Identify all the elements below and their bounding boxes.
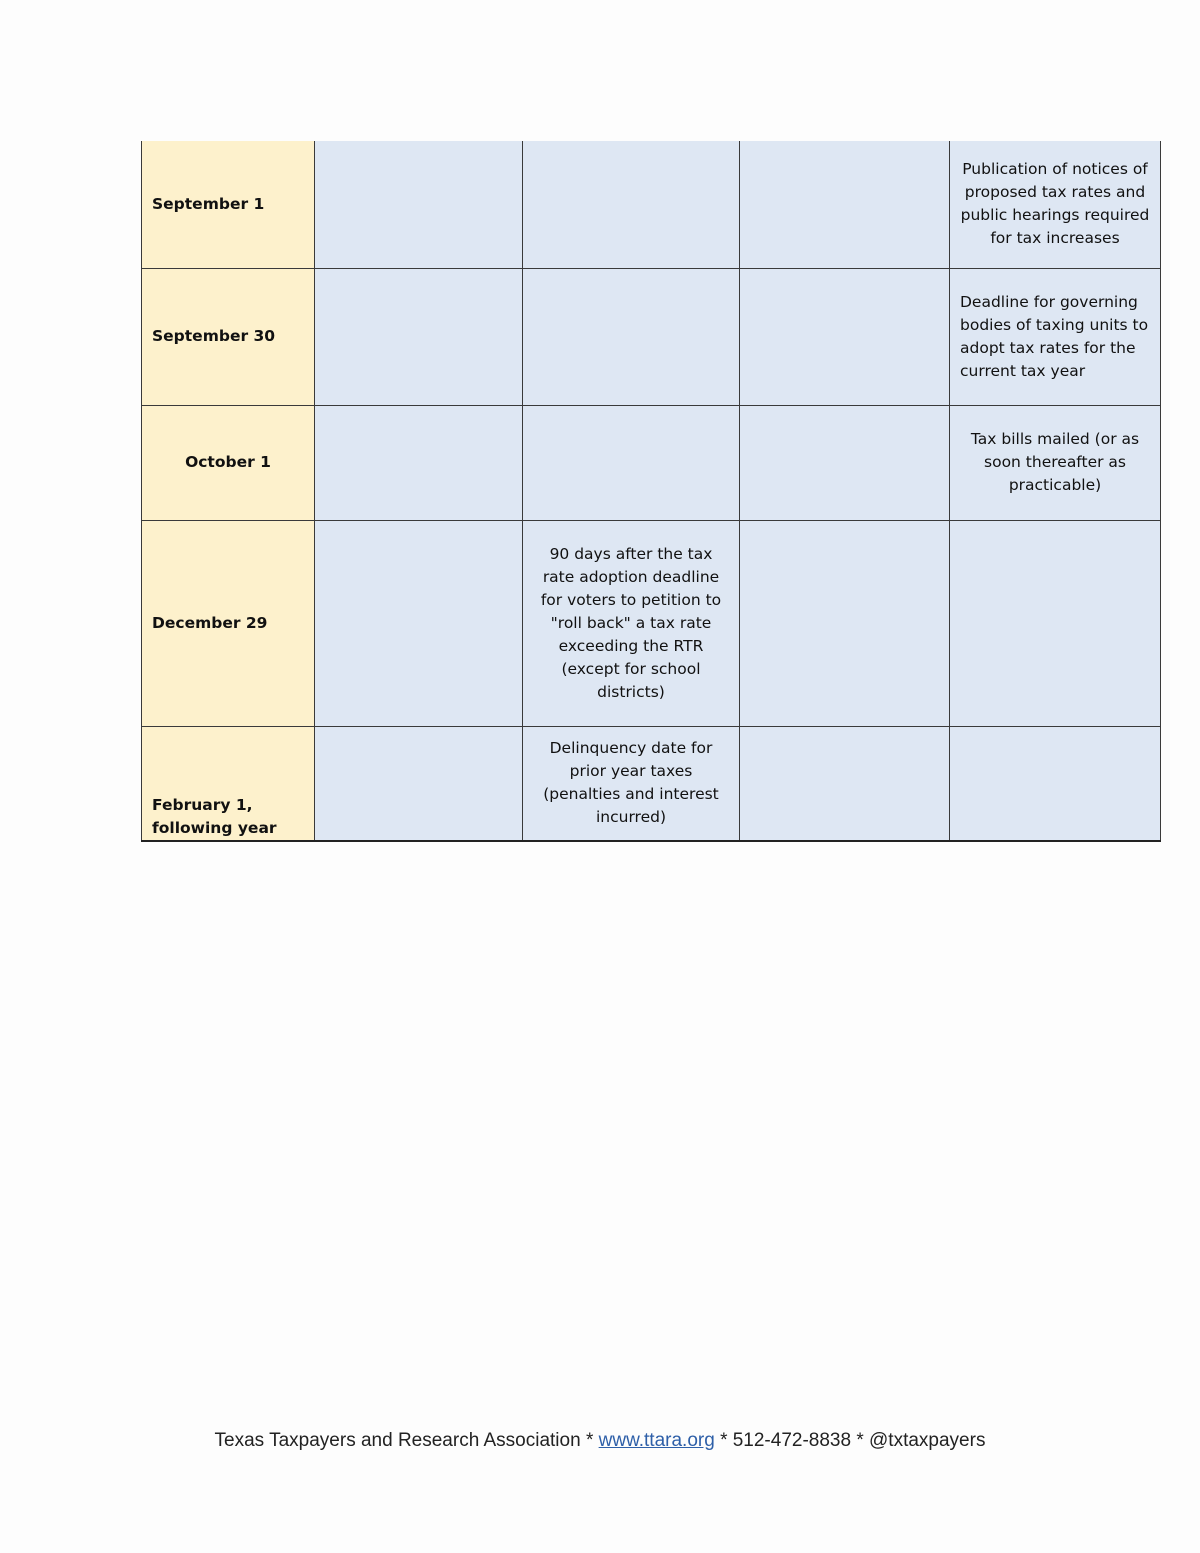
footer-org: Texas Taxpayers and Research Association * [214,1430,594,1451]
table-cell [315,520,523,726]
table-cell [315,268,523,405]
footer-website-link[interactable]: www.ttara.org [598,1430,715,1451]
date-cell: September 30 [142,268,315,405]
table-cell [523,141,740,268]
table-row [142,405,1161,520]
table-cell [523,268,740,405]
footer-contact: * 512-472-8838 * @txtaxpayers [720,1430,986,1451]
date-cell: February 1, following year [142,726,315,841]
date-cell: October 1 [142,405,315,520]
table-cell [315,141,523,268]
table-cell [315,405,523,520]
table-row [142,520,1161,726]
table-cell [740,405,950,520]
page-footer [0,1430,1200,1452]
date-cell: December 29 [142,520,315,726]
table-cell: Tax bills mailed (or as soon thereafter as practicable) [950,405,1161,520]
table-cell: Deadline for governing bodies of taxing units to adopt tax rates for the current tax year [950,268,1161,405]
table-cell: Delinquency date for prior year taxes (penalties and interest incurred) [523,726,740,841]
tax-calendar-table [141,141,1161,842]
table-cell [315,726,523,841]
table-cell: 90 days after the tax rate adoption deadline for voters to petition to "roll back" a tax rate exceeding the RTR (except for school districts) [523,520,740,726]
table-cell [950,726,1161,841]
table-cell: Publication of notices of proposed tax rates and public hearings required for tax increases [950,141,1161,268]
table-cell [740,520,950,726]
table-cell [740,726,950,841]
date-cell: September 1 [142,141,315,268]
table-row [142,268,1161,405]
table-cell [740,141,950,268]
table-row [142,141,1161,268]
table-row [142,726,1161,841]
table-cell [523,405,740,520]
table-cell [950,520,1161,726]
table-cell [740,268,950,405]
